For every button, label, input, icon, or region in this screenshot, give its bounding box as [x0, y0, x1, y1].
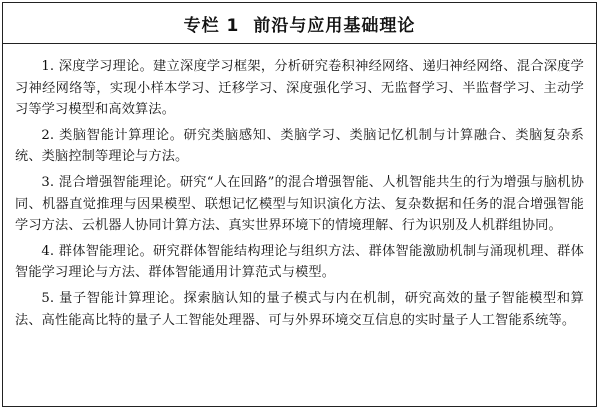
- list-item: 3. 混合增强智能理论。研究“人在回路”的混合增强智能、人机智能共生的行为增强与脑机协同、机器直觉推理与因果模型、联想记忆模型与知识演化方法、复杂数据和任务的混合增强智能学习方法、云机器人协同计算方法、真实世界环境下的情境理解、行为识别及人机群组协同。: [15, 174, 584, 234]
- list-item: 4. 群体智能理论。研究群体智能结构理论与组织方法、群体智能激励机制与涌现机理、群体智能学习理论与方法、群体智能通用计算范式与模型。: [15, 243, 584, 281]
- box-title: [184, 11, 416, 36]
- sidebar-box: [2, 2, 597, 407]
- list-item: 2. 类脑智能计算理论。研究类脑感知、类脑学习、类脑记忆机制与计算融合、类脑复杂系统、类脑控制等理论与方法。: [15, 127, 584, 165]
- box-title-text: 前沿与应用基础理论: [253, 15, 416, 36]
- list-item: 1. 深度学习理论。建立深度学习框架，分析研究卷积神经网络、递归神经网络、混合深度学习神经网络等，实现小样本学习、迁移学习、深度强化学习、无监督学习、半监督学习、主动学习等学习模型和高效算法。: [15, 59, 584, 118]
- box-title-bar: [3, 3, 596, 44]
- box-title-label: 专栏 1: [183, 15, 240, 36]
- list-item: 5. 量子智能计算理论。探索脑认知的量子模式与内在机制，研究高效的量子智能模型和算法、高性能高比特的量子人工智能处理器、可与外界环境交互信息的实时量子人工智能系统等。: [15, 290, 584, 328]
- box-content: [3, 44, 596, 331]
